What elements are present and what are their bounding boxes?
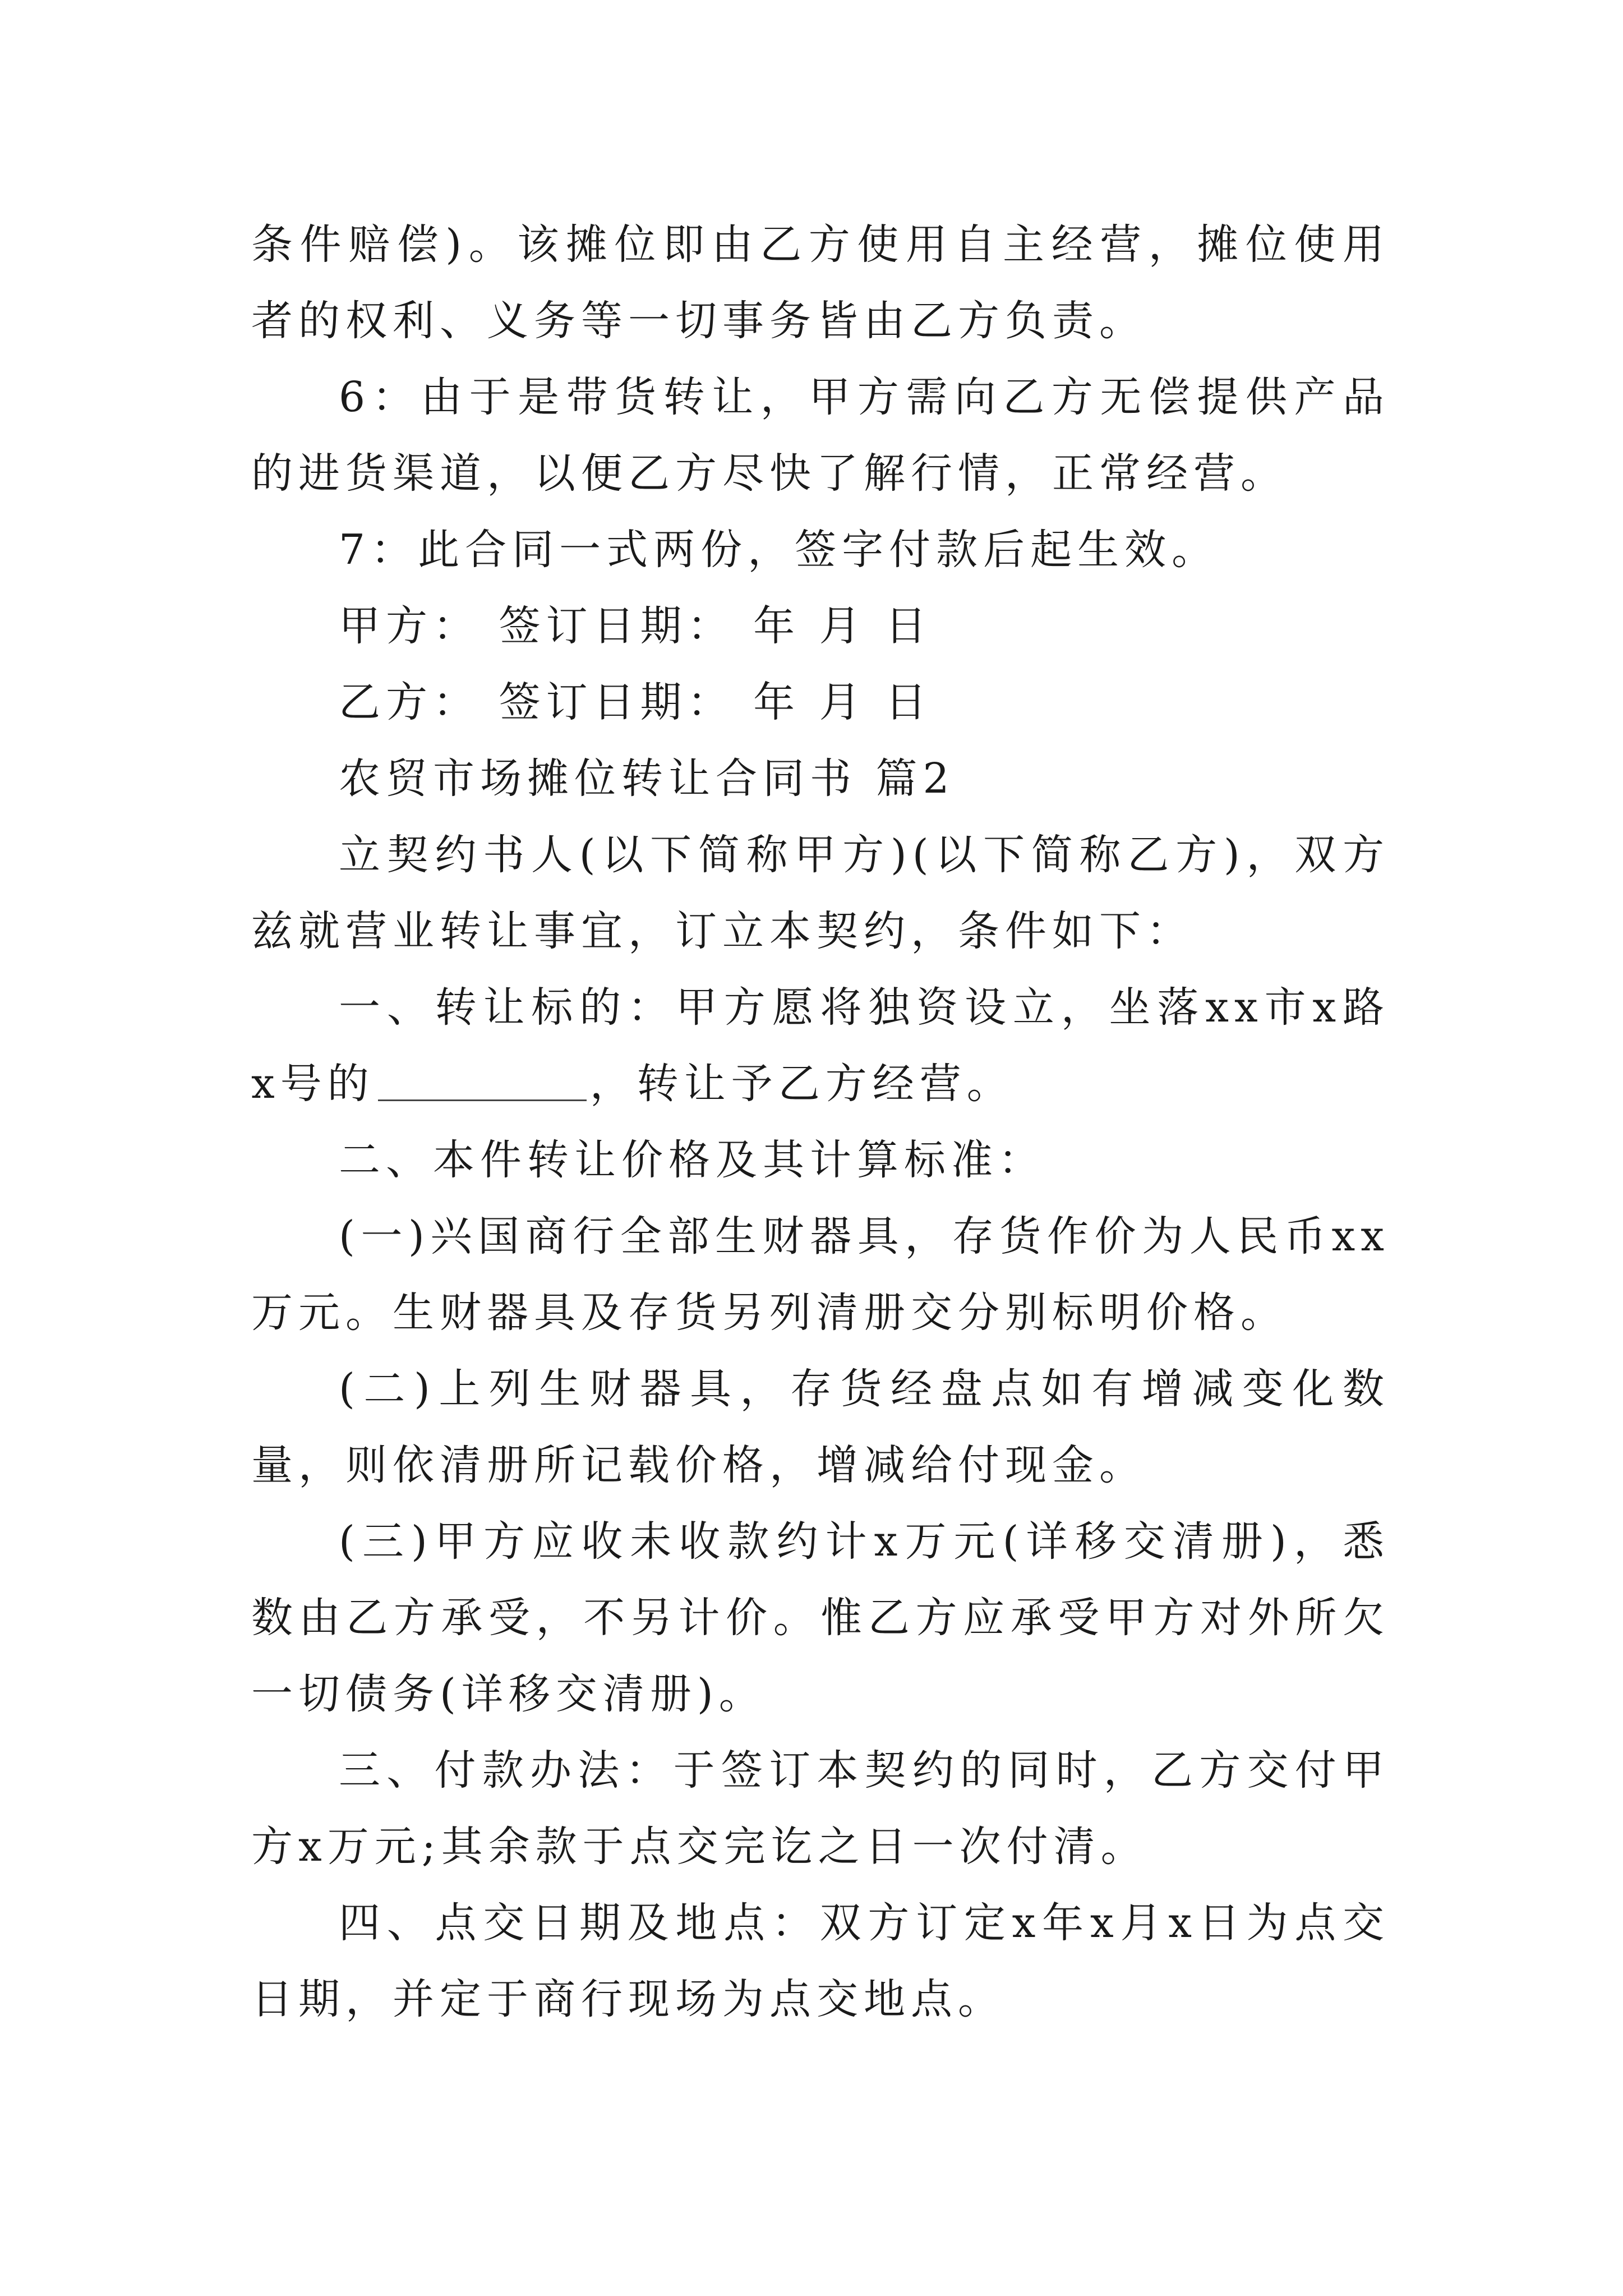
paragraph-clause-6: 6：由于是带货转让，甲方需向乙方无偿提供产品的进货渠道，以便乙方尽快了解行情，正常经营。 — [251, 373, 1390, 498]
transfer-subject-text-end: ，转让予乙方经营。 — [589, 1060, 1014, 1108]
signature-line-party-b — [251, 664, 1390, 740]
section-title: 农贸市场摊位转让合同书 篇2 — [339, 754, 955, 803]
blank-fill-line — [378, 1060, 587, 1101]
paragraph-preamble: 立契约书人(以下简称甲方)(以下简称乙方)，双方兹就营业转让事宜，订立本契约，条件如下： — [251, 831, 1390, 955]
document-body — [251, 206, 1390, 2037]
paragraph-item-1: (一)兴国商行全部生财器具，存货作价为人民币xx万元。生财器具及存货另列清册交分别标明价格。 — [251, 1212, 1390, 1337]
party-a-label: 甲方： — [339, 602, 480, 650]
party-b-label: 乙方： — [339, 678, 480, 726]
party-b-day: 日 — [885, 678, 933, 726]
party-b-month: 月 — [819, 678, 866, 726]
party-a-date-label: 签订日期： — [499, 602, 735, 650]
party-b-date-label: 签订日期： — [499, 678, 735, 726]
paragraph-handover: 四、点交日期及地点：双方订定x年x月x日为点交日期，并定于商行现场为点交地点。 — [251, 1899, 1390, 2023]
party-a-year: 年 — [753, 602, 801, 650]
paragraph-compensation: 条件赔偿)。该摊位即由乙方使用自主经营，摊位使用者的权利、义务等一切事务皆由乙方负责。 — [251, 220, 1390, 345]
transfer-subject-text: 一、转让标的：甲方愿将独资设立，坐落xx市x路x号的 — [251, 983, 1390, 1108]
paragraph-item-2: (二)上列生财器具，存货经盘点如有增减变化数量，则依清册所记载价格，增减给付现金。 — [251, 1365, 1390, 1489]
paragraph-item-3: (三)甲方应收未收款约计x万元(详移交清册)，悉数由乙方承受，不另计价。惟乙方应承受甲方对外所欠一切债务(详移交清册)。 — [251, 1517, 1390, 1718]
party-b-year: 年 — [753, 678, 801, 726]
party-a-day: 日 — [885, 602, 933, 650]
paragraph-clause-7: 7：此合同一式两份，签字付款后起生效。 — [339, 526, 1219, 574]
party-a-month: 月 — [819, 602, 866, 650]
paragraph-payment: 三、付款办法：于签订本契约的同时，乙方交付甲方x万元;其余款于点交完讫之日一次付清。 — [251, 1746, 1390, 1871]
paragraph-price-standard: 二、本件转让价格及其计算标准： — [339, 1136, 1045, 1184]
paragraph-transfer-subject — [251, 969, 1390, 1122]
signature-line-party-a — [251, 588, 1390, 664]
